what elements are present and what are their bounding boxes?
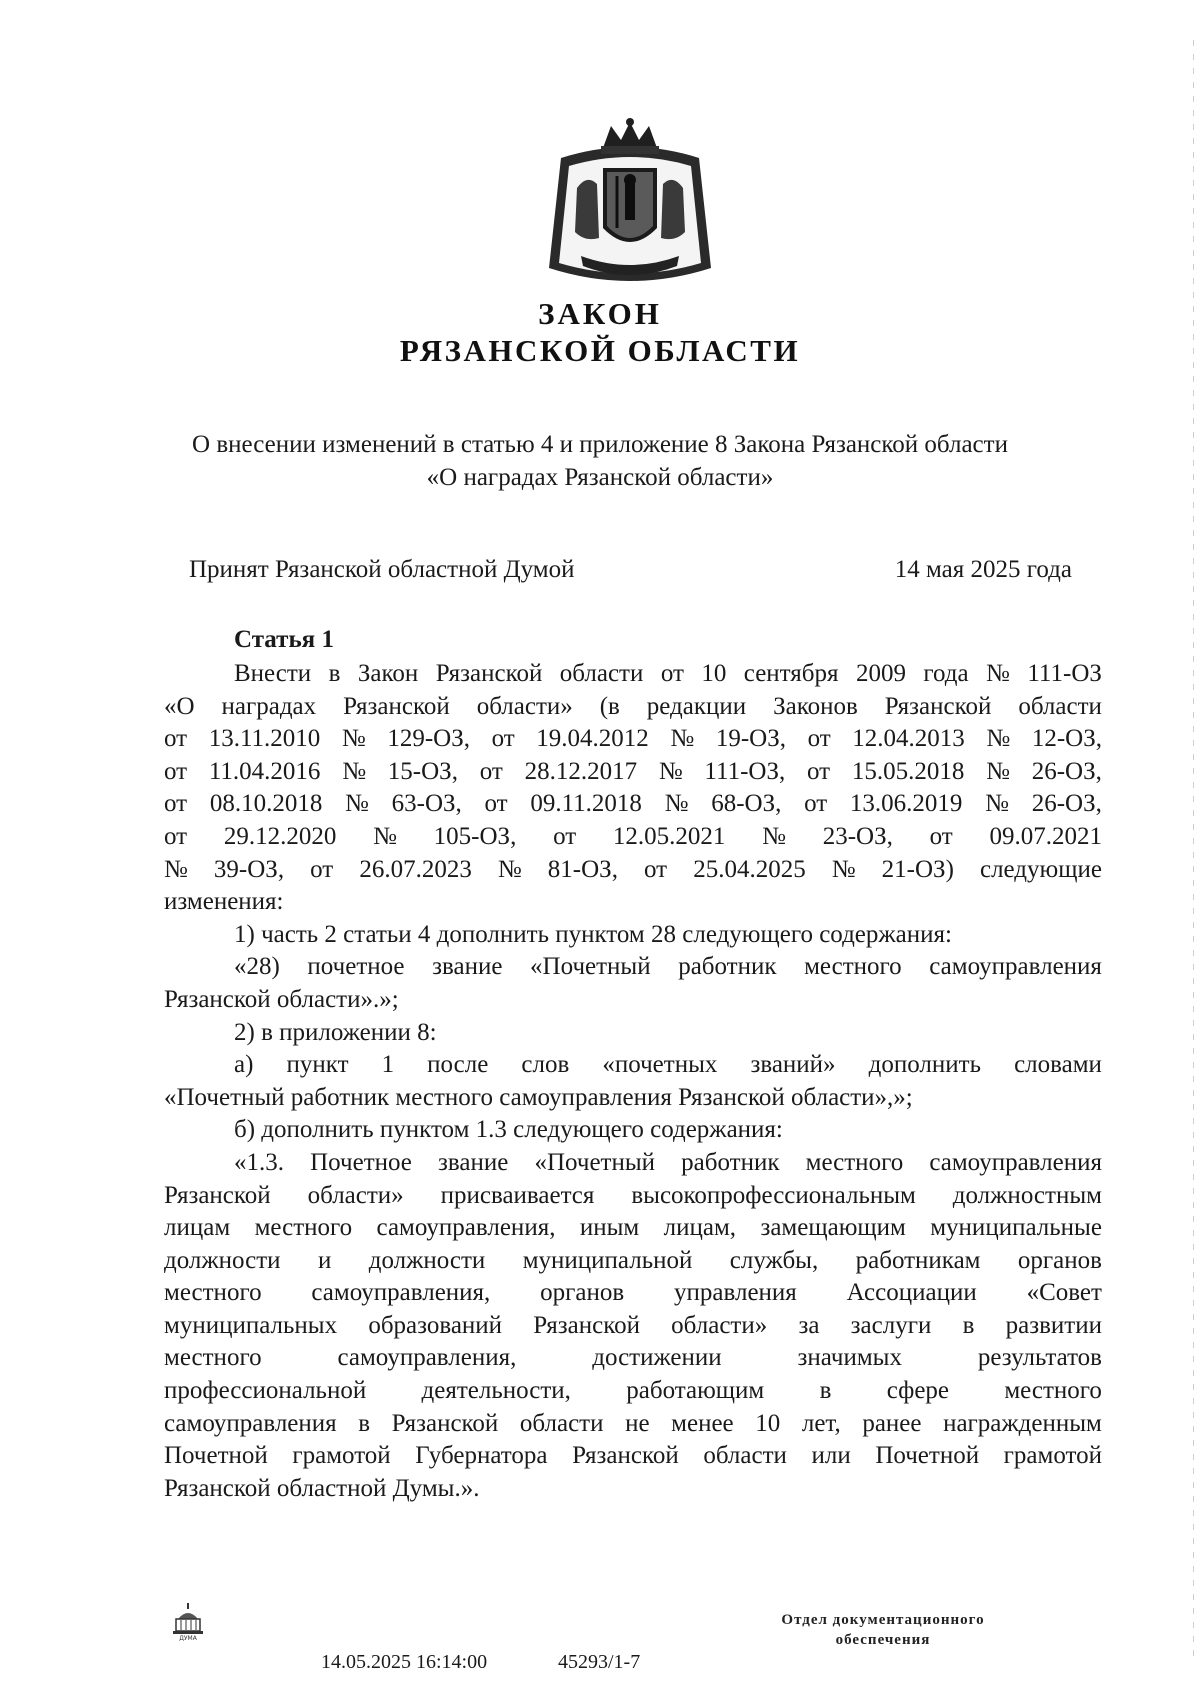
article-line: местного самоуправления, достижении значимых результатов [164, 1344, 1102, 1372]
stamp-line1: Отдел документационного [781, 1612, 985, 1628]
article-body [164, 658, 1102, 1505]
document-stamp [738, 1610, 1028, 1650]
article-line: Почетной грамотой Губернатора Рязанской области или Почетной грамотой [164, 1442, 1102, 1470]
document-title-line2: РЯЗАНСКОЙ ОБЛАСТИ [399, 333, 801, 368]
article-line: № 39-ОЗ, от 26.07.2023 № 81-ОЗ, от 25.04.2025 № 21-ОЗ) следующие [164, 855, 1102, 883]
footer-registration-number: 45293/1-7 [558, 1651, 641, 1673]
duma-building-icon [172, 1601, 204, 1641]
document-title-line1: ЗАКОН [538, 296, 662, 331]
article-line: самоуправления в Рязанской области не менее 10 лет, ранее награжденным [164, 1409, 1102, 1437]
article-line: профессиональной деятельности, работающим в сфере местного [164, 1377, 1102, 1405]
law-subject [0, 428, 1200, 494]
footer-logo-text: ДУМА [179, 1635, 197, 1641]
article-line: от 13.11.2010 № 129-ОЗ, от 19.04.2012 № 19-ОЗ, от 12.04.2013 № 12-ОЗ, [164, 725, 1102, 753]
article-title: Статья 1 [234, 626, 334, 653]
article-line: Внести в Закон Рязанской области от 10 сентября 2009 года № 111-ОЗ [234, 660, 1102, 687]
article-line: лицам местного самоуправления, иным лицам, замещающим муниципальные [164, 1214, 1102, 1242]
subject-line1: О внесении изменений в статью 4 и приложение 8 Закона Рязанской области [192, 431, 1008, 458]
subject-line2: «О наградах Рязанской области» [426, 464, 774, 491]
article-line: б) дополнить пунктом 1.3 следующего содержания: [234, 1116, 783, 1144]
article-line: изменения: [164, 888, 284, 916]
article-line: 1) часть 2 статьи 4 дополнить пунктом 28 следующего содержания: [234, 920, 952, 948]
stamp-line2: обеспечения [835, 1632, 931, 1648]
article-line: от 29.12.2020 № 105-ОЗ, от 12.05.2021 № 23-ОЗ, от 09.07.2021 [164, 822, 1102, 850]
article-line: местного самоуправления, органов управления Ассоциации «Совет [164, 1279, 1102, 1307]
article-line: 2) в приложении 8: [234, 1018, 437, 1046]
scan-margin-artifact [1193, 40, 1194, 1660]
article-line: а) пункт 1 после слов «почетных званий» дополнить словами [234, 1051, 1102, 1079]
article-line: Рязанской области».»; [164, 985, 399, 1013]
article-line: муниципальных образований Рязанской области» за заслуги в развитии [164, 1311, 1102, 1339]
article-line: должности и должности муниципальной службы, работникам органов [164, 1246, 1102, 1274]
article-line: от 08.10.2018 № 63-ОЗ, от 09.11.2018 № 68-ОЗ, от 13.06.2019 № 26-ОЗ, [164, 790, 1102, 818]
article-line: «О наградах Рязанской области» (в редакции Законов Рязанской области [164, 692, 1102, 720]
adopted-by: Принят Рязанской областной Думой [189, 556, 575, 583]
footer-timestamp: 14.05.2025 16:14:00 [321, 1651, 488, 1673]
article-line: «Почетный работник местного самоуправления Рязанской области»,»; [164, 1083, 913, 1111]
adoption-date: 14 мая 2025 года [894, 556, 1072, 583]
coat-of-arms-icon [541, 118, 719, 294]
article-line: от 11.04.2016 № 15-ОЗ, от 28.12.2017 № 111-ОЗ, от 15.05.2018 № 26-ОЗ, [164, 757, 1102, 785]
article-line: Рязанской областной Думы.». [164, 1474, 480, 1502]
article-line: «1.3. Почетное звание «Почетный работник местного самоуправления [234, 1148, 1102, 1176]
article-line: «28) почетное звание «Почетный работник местного самоуправления [234, 953, 1102, 981]
article-line: Рязанской области» присваивается высокопрофессиональным должностным [164, 1181, 1102, 1209]
